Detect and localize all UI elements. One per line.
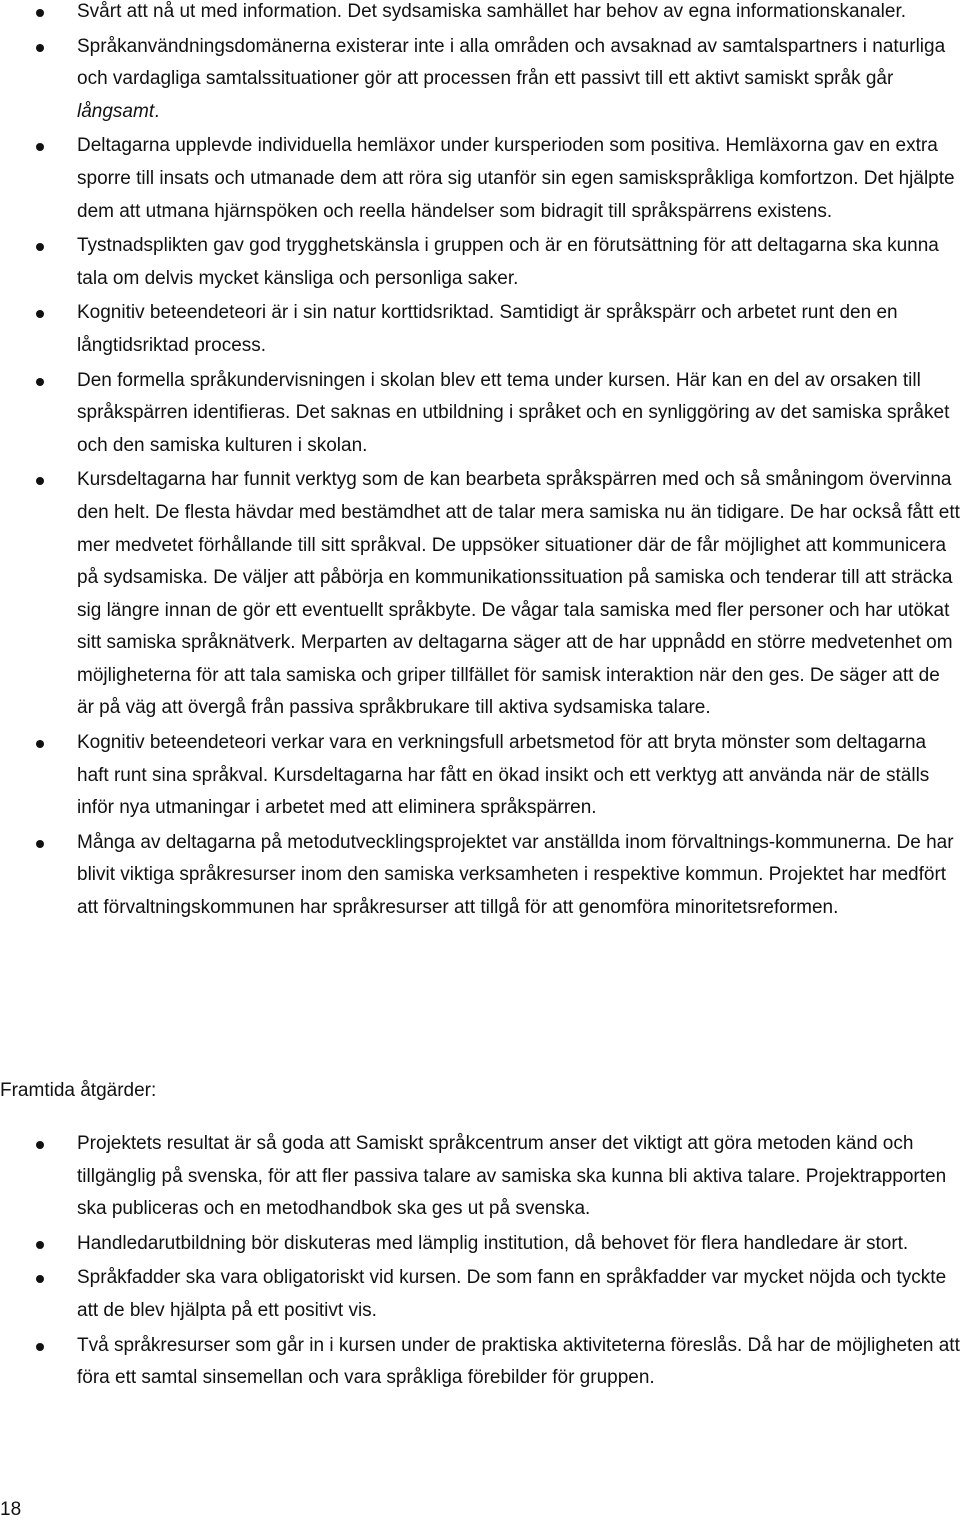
list-item-text: Kognitiv beteendeteori verkar vara en verkningsfull arbetsmetod för att bryta mönster som deltagarna haft runt sina språkval. Kursdeltagarna har fått en ökad insikt och ett verktyg att använda när de ställs inför nya utmaningar i arbetet med att eliminera språkspärren. xyxy=(77,732,930,819)
bullet-icon xyxy=(36,1141,44,1149)
list-item xyxy=(0,297,960,362)
list-item-text: Den formella språkundervisningen i skolan blev ett tema under kursen. Här kan en del av orsaken till språkspärren identifieras. Det saknas en utbildning i språket och en synliggöring av det samiska språket och den samiska kulturen i skolan. xyxy=(77,369,950,456)
section-heading: Framtida åtgärder: xyxy=(0,1080,157,1101)
bullet-icon xyxy=(36,143,44,151)
bullet-icon xyxy=(36,243,44,251)
list-item xyxy=(0,827,960,925)
list-item xyxy=(0,1228,960,1261)
future-actions-list xyxy=(0,1128,960,1395)
list-item-text: Språkanvändningsdomänerna existerar inte i alla områden och avsaknad av samtalspartners i naturliga och vardagliga samtalssituationer gör att processen från ett passivt till ett aktivt samiskt språk går långsamt. xyxy=(77,35,946,122)
bullet-icon xyxy=(36,310,44,318)
list-item xyxy=(0,1330,960,1395)
list-item xyxy=(0,0,960,29)
bullet-icon xyxy=(36,840,44,848)
list-item xyxy=(0,365,960,463)
list-item xyxy=(0,130,960,228)
list-item xyxy=(0,1262,960,1327)
list-item-text: Kursdeltagarna har funnit verktyg som de kan bearbeta språkspärren med och så småningom övervinna den helt. De flesta hävdar med bestämdhet att de talar mera samiska nu än tidigare. De har också fått ett mer medvetet förhållande till sitt språkval. De uppsöker situationer där de får möjlighet att kommunicera på sydsamiska. De väljer att påbörja en kommunikationssituation på samiska och tenderar till att sträcka sig längre innan de gör ett eventuellt språkbyte. De vågar tala samiska med fler personer och har utökat sitt samiska språknätverk. Merparten av deltagarna säger att de har uppnådd en större medvetenhet om möjligheterna för att tala samiska och griper tillfället för samisk interaktion när den ges. De säger att de är på väg att övergå från passiva språkbrukare till aktiva sydsamiska talare. xyxy=(77,469,960,719)
bullet-icon xyxy=(36,1343,44,1351)
list-item xyxy=(0,727,960,825)
list-item xyxy=(0,464,960,725)
list-item-text: Svårt att nå ut med information. Det sydsamiska samhället har behov av egna informationskanaler. xyxy=(77,1,907,22)
bullet-icon xyxy=(36,1241,44,1249)
bullet-icon xyxy=(36,9,44,17)
bullet-icon xyxy=(36,378,44,386)
page-number: 18 xyxy=(0,1499,22,1520)
bullet-icon xyxy=(36,477,44,485)
emphasis-text: långsamt xyxy=(77,100,155,122)
list-item-text: Två språkresurser som går in i kursen under de praktiska aktiviteterna föreslås. Då har de möjligheten att föra ett samtal sinsemellan och vara språkliga förebilder för gruppen. xyxy=(77,1334,960,1389)
list-item-text: Handledarutbildning bör diskuteras med lämplig institution, då behovet för flera handledare är stort. xyxy=(77,1232,909,1254)
bullet-icon xyxy=(36,44,44,52)
bullet-icon xyxy=(36,740,44,748)
list-item-text: Projektets resultat är så goda att Samiskt språkcentrum anser det viktigt att göra metoden känd och tillgänglig på svenska, för att fler passiva talare av samiska ska kunna bli aktiva talare. Projektrapporten ska publiceras och en metodhandbok ska ges ut på svenska. xyxy=(77,1133,947,1220)
list-item-text: Deltagarna upplevde individuella hemläxor under kursperioden som positiva. Hemläxorna gav en extra sporre till insats och utmanade dem att röra sig utanför sin egen samiskspråkliga komfortzon. Det hjälpte dem att utmana hjärnspöken och reella händelser som bidragit till språkspärrens existens. xyxy=(77,135,955,222)
list-item-text: Språkfadder ska vara obligatoriskt vid kursen. De som fann en språkfadder var mycket nöjda och tyckte att de blev hjälpta på ett positivt vis. xyxy=(77,1267,947,1321)
list-item xyxy=(0,230,960,295)
list-item xyxy=(0,1128,960,1226)
list-item-text: Tystnadsplikten gav god trygghetskänsla i gruppen och är en förutsättning för att deltagarna ska kunna tala om delvis mycket känsliga och personliga saker. xyxy=(77,235,939,289)
bullet-icon xyxy=(36,1275,44,1283)
list-item-text: Många av deltagarna på metodutvecklingsprojektet var anställda inom förvaltnings-kommunerna. De har blivit viktiga språkresurser inom den samiska verksamheten i respektive kommun. Projektet har medfört att förvaltningskommunen har språkresurser att tillgå för att genomföra minoritetsreformen. xyxy=(77,831,954,919)
list-item-text: Kognitiv beteendeteori är i sin natur korttidsriktad. Samtidigt är språkspärr och arbetet runt den en långtidsriktad process. xyxy=(77,302,898,356)
list-item xyxy=(0,31,960,129)
